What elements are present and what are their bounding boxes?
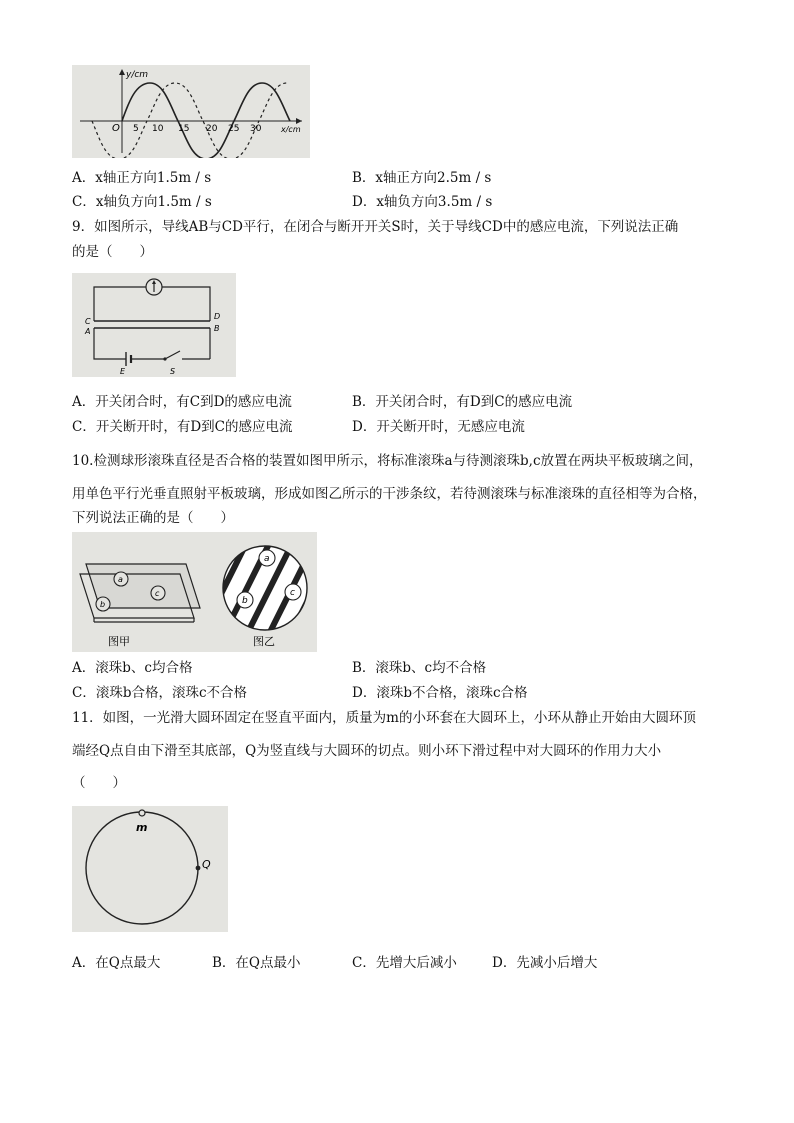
ring-svg [72, 806, 228, 932]
ball-label-b: b [242, 596, 248, 606]
q8-option-b: B．x轴正方向2.5m / s [352, 170, 492, 186]
label-a: A [85, 327, 91, 336]
origin-label: O [112, 123, 120, 134]
ball-label-a: a [118, 575, 123, 584]
circuit-figure [72, 273, 236, 377]
q11-option-a: A．在Q点最大 [72, 955, 161, 971]
q10-option-a: A．滚珠b、c均合格 [72, 660, 193, 676]
q9-option-a: A．开关闭合时，有C到D的感应电流 [72, 394, 292, 410]
label-e: E [120, 367, 126, 376]
ball-label-a: a [264, 554, 270, 564]
tick-label: 30 [250, 124, 262, 134]
ball-label-c: c [155, 589, 160, 598]
q10-stem-line-1: 10.检测球形滚珠直径是否合格的装置如图甲所示，将标准滚珠a与待测滚珠b,c放置在两块平板玻璃之间， [72, 453, 703, 469]
q10-option-c: C．滚珠b合格，滚珠c不合格 [72, 685, 248, 701]
tick-label: 5 [133, 124, 139, 134]
q8-option-c: C．x轴负方向1.5m / s [72, 194, 212, 210]
y-axis-label: y/cm [126, 70, 149, 80]
q10-option-b: B．滚珠b、c均不合格 [352, 660, 487, 676]
q9-stem-line-2: 的是（ ） [72, 244, 153, 260]
q9-option-d: D．开关断开时，无感应电流 [352, 419, 525, 435]
label-c: C [85, 317, 91, 326]
q11-stem-line-3: （ ） [72, 775, 126, 791]
q10-option-d: D．滚珠b不合格，滚珠c合格 [352, 685, 528, 701]
tick-label: 25 [228, 124, 240, 134]
q9-stem-line-1: 9．如图所示，导线AB与CD平行，在闭合与断开开关S时，关于导线CD中的感应电流，下列说法正确 [72, 219, 679, 235]
ring-figure [72, 806, 228, 932]
q8-option-d: D．x轴负方向3.5m / s [352, 194, 493, 210]
q9-option-c: C．开关断开时，有D到C的感应电流 [72, 419, 293, 435]
caption-left: 图甲 [108, 635, 130, 648]
tick-label: 15 [178, 124, 190, 134]
q11-option-b: B．在Q点最小 [212, 955, 301, 971]
label-b: B [214, 324, 220, 333]
x-axis-label: x/cm [281, 125, 301, 134]
caption-right: 图乙 [253, 635, 275, 648]
q11-stem-line-1: 11．如图，一光滑大圆环固定在竖直平面内，质量为m的小环套在大圆环上，小环从静止开始由大圆环顶 [72, 710, 696, 726]
label-d: D [214, 312, 221, 321]
tick-label: 20 [206, 124, 218, 134]
label-s: S [170, 367, 176, 376]
label-m: m [136, 821, 148, 834]
q11-stem-line-2: 端经Q点自由下滑至其底部，Q为竖直线与大圆环的切点。则小环下滑过程中对大圆环的作用力大小 [72, 743, 662, 759]
y-axis-arrow [119, 69, 125, 75]
interference-figure [72, 532, 317, 652]
switch-lever [165, 351, 180, 359]
ball-label-c: c [290, 588, 295, 598]
interference-svg [72, 532, 317, 652]
q9-option-b: B．开关闭合时，有D到C的感应电流 [352, 394, 573, 410]
tick-label: 10 [152, 124, 164, 134]
label-q: Q [202, 858, 211, 871]
point-q [196, 866, 201, 871]
q10-stem-line-2: 用单色平行光垂直照射平板玻璃，形成如图乙所示的干涉条纹，若待测滚珠与标准滚珠的直径相等为合格， [72, 486, 707, 502]
q8-option-a: A．x轴正方向1.5m / s [72, 170, 212, 186]
lower-loop-left [94, 328, 126, 359]
wave-graph-svg [72, 65, 310, 158]
q10-stem-line-3: 下列说法正确的是（ ） [72, 510, 234, 526]
x-axis-arrow [296, 118, 302, 124]
q11-option-d: D．先减小后增大 [492, 955, 598, 971]
ball-label-b: b [100, 600, 106, 609]
wave-graph-figure [72, 65, 310, 158]
small-ring [139, 810, 145, 816]
q11-option-c: C．先增大后减小 [352, 955, 457, 971]
circuit-svg [72, 273, 236, 377]
